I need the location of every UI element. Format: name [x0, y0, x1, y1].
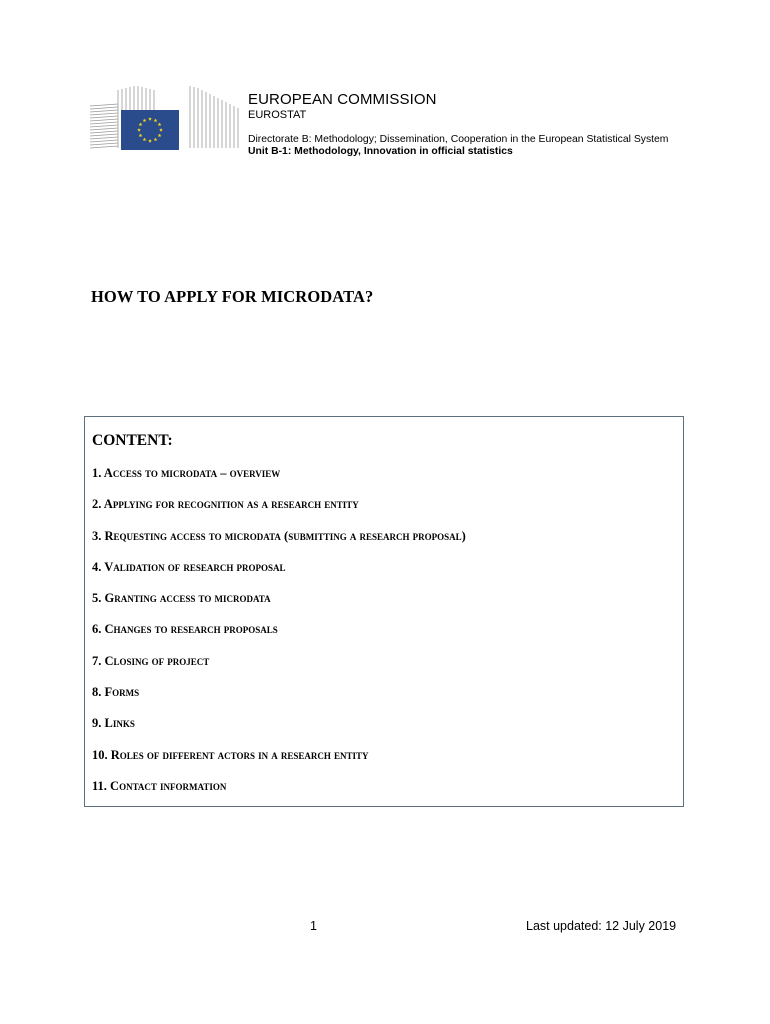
unit-name: Unit B-1: Methodology, Innovation in official statistics	[248, 146, 513, 157]
page-number: 1	[310, 919, 317, 933]
toc-item[interactable]: 7. Closing of project	[92, 653, 210, 668]
eu-flag-icon	[121, 110, 179, 150]
toc-heading: CONTENT:	[92, 432, 173, 449]
toc-item[interactable]: 10. Roles of different actors in a research entity	[92, 747, 369, 762]
table-of-contents	[84, 416, 684, 807]
toc-item[interactable]: 1. Access to microdata – overview	[92, 466, 281, 480]
toc-item[interactable]: 9. Links	[92, 716, 135, 731]
toc-item[interactable]: 11. Contact information	[92, 778, 227, 793]
toc-item[interactable]: 8. Forms	[92, 685, 140, 700]
document-title: HOW TO APPLY FOR MICRODATA?	[91, 287, 374, 306]
european-commission-logo	[88, 84, 244, 154]
directorate-name: Directorate B: Methodology; Dissemination, Cooperation in the European Statistical System	[248, 134, 669, 145]
toc-item[interactable]: 2. Applying for recognition as a research entity	[92, 497, 359, 512]
last-updated: Last updated: 12 July 2019	[526, 919, 677, 933]
sub-organization-name: EUROSTAT	[248, 109, 307, 121]
toc-list	[92, 465, 466, 809]
toc-item[interactable]: 6. Changes to research proposals	[92, 622, 278, 637]
header-block	[248, 92, 668, 158]
commission-building-icon	[88, 84, 244, 154]
toc-item[interactable]: 4. Validation of research proposal	[92, 559, 286, 574]
toc-item[interactable]: 3. Requesting access to microdata (submitting a research proposal)	[92, 528, 466, 543]
organization-name: EUROPEAN COMMISSION	[248, 91, 437, 108]
toc-item[interactable]: 5. Granting access to microdata	[92, 591, 271, 606]
